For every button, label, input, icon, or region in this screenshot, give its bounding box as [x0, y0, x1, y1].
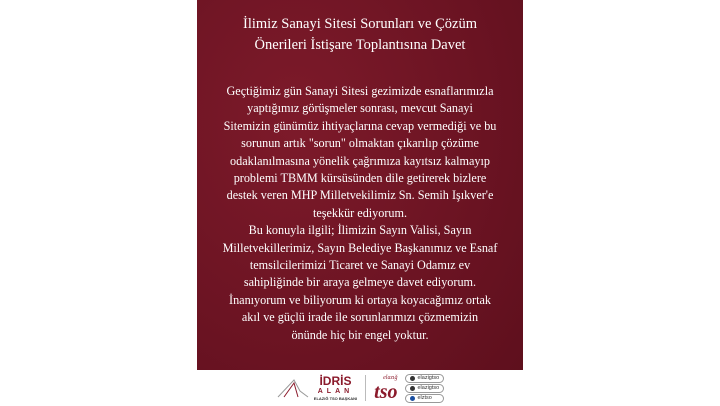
x-icon [410, 386, 415, 391]
title-line: Önerileri İstişare Toplantısına Davet [254, 37, 466, 53]
body-line: destek veren MHP Milletvekilimiz Sn. Semih Işıkver'e [226, 188, 494, 203]
mountain-logo-icon [276, 377, 310, 399]
social-handle: elztso [417, 394, 432, 401]
divider [365, 375, 366, 401]
body-line: Geçtiğimiz gün Sanayi Sitesi gezimizde esnaflarımızla [226, 84, 494, 98]
footer-band [197, 370, 523, 406]
social-x[interactable] [405, 384, 444, 393]
body-line: akıl ve güçlü irade ile sorunlarımızı çözmemizin [241, 310, 479, 325]
body-line: Milletvekillerimiz, Sayın Belediye Başkanımız ve Esnaf [222, 240, 498, 255]
social-handle: elazigtso [417, 374, 440, 381]
tso-script: elazığ [383, 374, 398, 381]
role-label: ELAZIĞ TSO BAŞKANI [313, 395, 358, 401]
social-handle: elazigtso [417, 384, 440, 391]
body-line: yaptığımız görüşmeler sonrası, mevcut Sanayi [247, 101, 473, 116]
body-line: sahipliğinde bir araya gelmeye davet ediyorum. [243, 275, 477, 290]
tso-text: tso [374, 380, 398, 403]
body-line: problemi TBMM kürsüsünden dile getirerek bizlere [233, 171, 487, 186]
social-facebook[interactable] [405, 394, 444, 403]
name-last: ALAN [317, 387, 354, 395]
facebook-icon [410, 396, 415, 401]
title-line: İlimiz Sanayi Sitesi Sorunları ve Çözüm [243, 16, 477, 32]
body-line: teşekkür ediyorum. [312, 205, 408, 220]
body-line: Bu konuyla ilgili; İlimizin Sayın Valisi, Sayın [248, 223, 472, 238]
announcement-poster [197, 0, 523, 406]
social-instagram[interactable] [405, 374, 444, 383]
instagram-icon [410, 376, 415, 381]
body-line: önünde hiç bir engel yoktur. [291, 327, 429, 342]
name-first: İDRİS [319, 373, 352, 388]
body-line: Sitemizin günümüz ihtiyaçlarına cevap vermediği ve bu [223, 118, 497, 133]
body-line: odaklanılmasına yönelik çağrımıza kayıtsız kalmayıp [230, 153, 490, 168]
body-line: sorunun artık "sorun" olmaktan çıkarılıp çözüme [241, 136, 479, 151]
poster-body [203, 83, 517, 344]
body-line: temsilcilerimizi Ticaret ve Sanayi Odamız ev [249, 258, 471, 273]
poster-title [197, 14, 523, 56]
social-links [405, 374, 444, 403]
tso-logo [374, 375, 397, 402]
body-line: İnanıyorum ve biliyorum ki ortaya koyacağımız ortak [229, 292, 491, 307]
idris-alan-logo [276, 375, 357, 402]
